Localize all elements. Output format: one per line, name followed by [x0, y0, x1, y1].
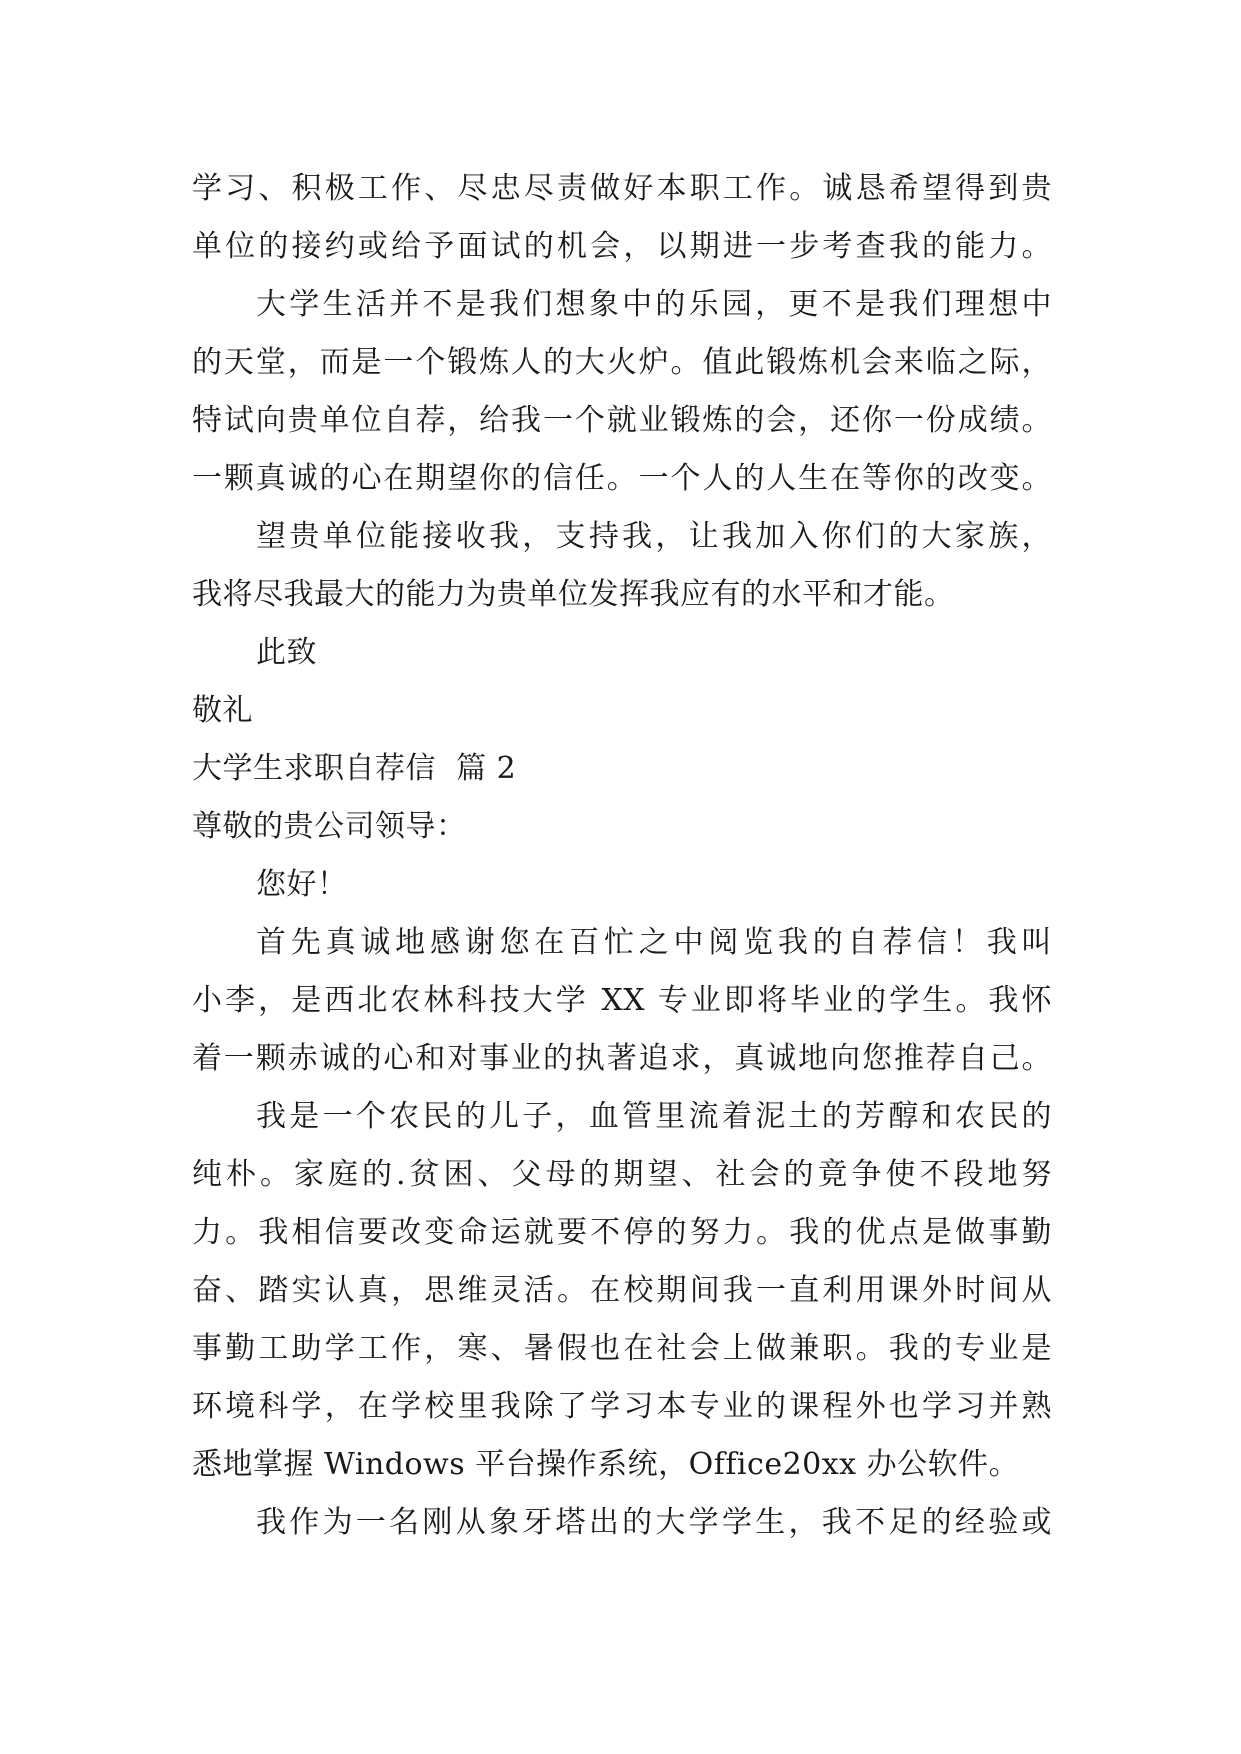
text-line: 悉地掌握 Windows 平台操作系统，Office20xx 办公软件。: [192, 1447, 1020, 1482]
text-line: 我将尽我最大的能力为贵单位发挥我应有的水平和才能。: [192, 577, 955, 612]
document-body: [192, 160, 1052, 1552]
text-line: 力。我相信要改变命运就要不停的努力。我的优点是做事勤: [192, 1215, 1052, 1250]
closing-phrase: 此致: [256, 635, 317, 670]
paragraph-start-line: 首先真诚地感谢您在百忙之中阅览我的自荐信！我叫: [256, 925, 1052, 960]
text-line: 奋、踏实认真，思维灵活。在校期间我一直利用课外时间从: [192, 1273, 1052, 1308]
paragraph-start-line: 大学生活并不是我们想象中的乐园，更不是我们理想中: [256, 287, 1052, 322]
letter-addressee: 尊敬的贵公司领导：: [192, 809, 467, 844]
paragraph-start-line: 我作为一名刚从象牙塔出的大学学生，我不足的经验或: [256, 1505, 1052, 1540]
letter-greeting: 您好！: [256, 867, 348, 902]
text-line: 事勤工助学工作，寒、暑假也在社会上做兼职。我的专业是: [192, 1331, 1052, 1366]
text-line: 一颗真诚的心在期望你的信任。一个人的人生在等你的改变。: [192, 461, 1052, 496]
text-line: 小李，是西北农林科技大学 XX 专业即将毕业的学生。我怀: [192, 983, 1052, 1018]
text-line: 着一颗赤诚的心和对事业的执著追求，真诚地向您推荐自己。: [192, 1041, 1052, 1076]
closing-salutation: 敬礼: [192, 693, 253, 728]
text-line: 纯朴。家庭的.贫困、父母的期望、社会的竟争使不段地努: [192, 1157, 1052, 1192]
text-line: 特试向贵单位自荐，给我一个就业锻炼的会，还你一份成绩。: [192, 403, 1052, 438]
text-line: 环境科学，在学校里我除了学习本专业的课程外也学习并熟: [192, 1389, 1052, 1424]
section-heading: 大学生求职自荐信 篇 2: [192, 751, 517, 786]
text-line: 学习、积极工作、尽忠尽责做好本职工作。诚恳希望得到贵: [192, 171, 1052, 206]
paragraph-start-line: 望贵单位能接收我，支持我，让我加入你们的大家族，: [256, 519, 1052, 554]
text-line: 的天堂，而是一个锻炼人的大火炉。值此锻炼机会来临之际，: [192, 345, 1052, 380]
text-line: 单位的接约或给予面试的机会，以期进一步考查我的能力。: [192, 229, 1052, 264]
paragraph-start-line: 我是一个农民的儿子，血管里流着泥土的芳醇和农民的: [256, 1099, 1052, 1134]
